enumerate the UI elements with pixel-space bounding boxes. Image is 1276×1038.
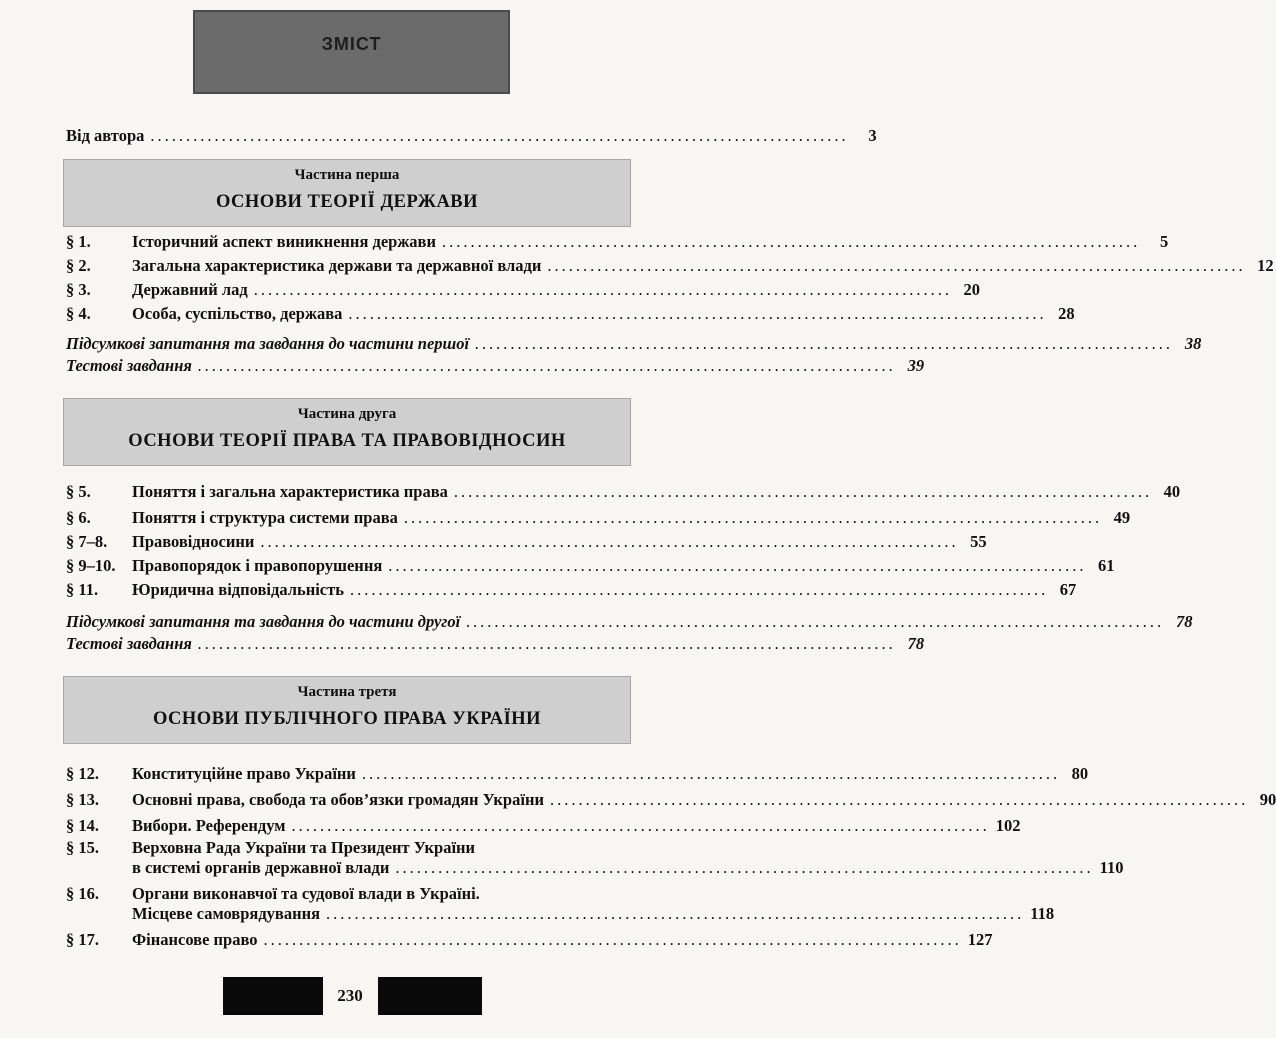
section-number: § 5. (66, 482, 91, 501)
toc-entry-page: 127 (967, 930, 993, 949)
section-number: § 15. (66, 838, 99, 857)
toc-entry[interactable] (66, 254, 1274, 276)
toc-entry-label: Органи виконавчої та судової влади в Україні. (132, 884, 480, 903)
toc-entry-page: 110 (1099, 858, 1124, 877)
toc-entry-page: 90 (1259, 790, 1276, 809)
toc-entry-intro[interactable] (66, 124, 877, 146)
toc-entry-label: Особа, суспільство, держава (132, 304, 343, 323)
toc-entry-label: Підсумкові запитання та завдання до частини другої (66, 612, 461, 631)
toc-entry-label: Конституційне право України (132, 764, 356, 783)
toc-entry-label: Основні права, свобода та обов’язки громадян України (132, 790, 544, 809)
section-number: § 17. (66, 930, 99, 949)
toc-entry-label: Державний лад (132, 280, 248, 299)
leader-dots: .................................................................................................. (263, 930, 962, 949)
toc-entry[interactable] (66, 788, 1276, 810)
toc-entry-page: 5 (1159, 232, 1169, 251)
part-title: ОСНОВИ ПУБЛІЧНОГО ПРАВА УКРАЇНИ (152, 709, 542, 729)
toc-entry-page: 61 (1098, 556, 1115, 575)
toc-entry-page: 28 (1058, 304, 1075, 323)
toc-entry[interactable] (66, 230, 1169, 252)
part-title: ОСНОВИ ТЕОРІЇ ПРАВА ТА ПРАВОВІДНОСИН (128, 431, 566, 451)
toc-entry[interactable] (66, 884, 1055, 924)
toc-entry-page: 55 (970, 532, 987, 551)
toc-entry[interactable] (66, 814, 1021, 836)
leader-dots: .................................................................................................. (260, 532, 959, 551)
toc-entry-tests[interactable] (66, 632, 925, 654)
toc-entry[interactable] (66, 302, 1075, 324)
leader-dots: .................................................................................................. (475, 334, 1174, 353)
toc-entry-page: 49 (1113, 508, 1131, 527)
section-number: § 2. (66, 256, 91, 275)
toc-entry-label-continued: в системі органів державної влади (132, 858, 390, 877)
toc-entry[interactable] (66, 578, 1077, 600)
leader-dots: .................................................................................................. (453, 482, 1153, 501)
section-number: § 11. (66, 580, 99, 599)
leader-dots: .................................................................................................. (326, 904, 1025, 923)
toc-entry-summary[interactable] (66, 332, 1202, 354)
leader-dots: .................................................................................................. (549, 790, 1249, 809)
toc-entry-label: Правовідносини (132, 532, 255, 551)
toc-entry-label: Тестові завдання (66, 356, 192, 375)
section-number: § 3. (66, 280, 91, 299)
section-number: § 14. (66, 816, 99, 835)
toc-entry-page: 20 (963, 280, 980, 299)
toc-entry-page: 80 (1071, 764, 1089, 783)
toc-entry-page: 78 (907, 634, 925, 653)
footer-bar-left (223, 977, 323, 1015)
part-label: Частина перша (294, 167, 400, 183)
leader-dots: .................................................................................................. (197, 634, 897, 653)
leader-dots: .................................................................................................. (466, 612, 1165, 631)
leader-dots: .................................................................................................. (150, 126, 849, 145)
section-number: § 1. (66, 232, 91, 251)
toc-entry-label: Верховна Рада України та Президент України (132, 838, 476, 857)
toc-entry-summary[interactable] (66, 610, 1193, 632)
section-number: § 16. (66, 884, 99, 903)
toc-entry[interactable] (66, 928, 993, 950)
toc-entry-label: Вибори. Референдум (132, 816, 286, 835)
toc-entry[interactable] (66, 278, 980, 300)
toc-entry-page: 78 (1176, 612, 1193, 631)
section-number: § 12. (66, 764, 99, 783)
toc-entry-label: Підсумкові запитання та завдання до частини першої (66, 334, 470, 353)
toc-entry-label: Фінансове право (132, 930, 258, 949)
toc-entry-label: Поняття і загальна характеристика права (132, 482, 448, 501)
toc-entry[interactable] (66, 762, 1089, 784)
leader-dots: .................................................................................................. (253, 280, 952, 299)
page-number: 230 (337, 986, 363, 1005)
leader-dots: .................................................................................................. (395, 858, 1094, 877)
toc-entry-label: Правопорядок і правопорушення (132, 556, 383, 575)
toc-entry-page: 38 (1184, 334, 1202, 353)
toc-entry-label: Історичний аспект виникнення держави (132, 232, 436, 251)
toc-entry-label: Від автора (66, 126, 145, 145)
section-number: § 4. (66, 304, 91, 323)
leader-dots: .................................................................................................. (441, 232, 1141, 251)
toc-entry[interactable] (66, 480, 1181, 502)
part-header-1 (63, 159, 631, 227)
part-label: Частина третя (297, 684, 397, 700)
section-number: § 6. (66, 508, 91, 527)
toc-entry-label-continued: Місцеве самоврядування (132, 904, 321, 923)
leader-dots: .................................................................................................. (403, 508, 1103, 527)
leader-dots: .................................................................................................. (291, 816, 990, 835)
leader-dots: .................................................................................................. (388, 556, 1087, 575)
toc-entry-page: 67 (1059, 580, 1077, 599)
section-number: § 9–10. (66, 556, 116, 575)
toc-entry-label: Поняття і структура системи права (132, 508, 398, 527)
leader-dots: .................................................................................................. (361, 764, 1061, 783)
footer-bar-right (378, 977, 482, 1015)
leader-dots: .................................................................................................. (197, 356, 897, 375)
leader-dots: .................................................................................................. (349, 580, 1049, 599)
toc-entry-label: Юридична відповідальність (132, 580, 344, 599)
toc-entry-page: 102 (995, 816, 1021, 835)
title-box (193, 10, 510, 94)
part-header-2 (63, 398, 631, 466)
toc-entry[interactable] (66, 530, 987, 552)
toc-entry-page: 12 (1257, 256, 1274, 275)
page-title: ЗМІСТ (321, 34, 382, 54)
toc-entry-page: 40 (1163, 482, 1181, 501)
toc-entry-label: Загальна характеристика держави та державної влади (132, 256, 542, 275)
toc-entry[interactable] (66, 838, 1124, 878)
leader-dots: .................................................................................................. (547, 256, 1246, 275)
toc-entry-page: 118 (1030, 904, 1055, 923)
toc-entry-page: 3 (868, 126, 877, 145)
leader-dots: .................................................................................................. (348, 304, 1047, 323)
part-title: ОСНОВИ ТЕОРІЇ ДЕРЖАВИ (215, 192, 479, 212)
section-number: § 7–8. (66, 532, 108, 551)
toc-entry-tests[interactable] (66, 354, 925, 376)
toc-entry[interactable] (66, 554, 1115, 576)
toc-entry[interactable] (66, 506, 1131, 528)
toc-entry-label: Тестові завдання (66, 634, 192, 653)
part-header-3 (63, 676, 631, 744)
part-label: Частина друга (297, 406, 397, 422)
section-number: § 13. (66, 790, 99, 809)
toc-entry-page: 39 (907, 356, 925, 375)
